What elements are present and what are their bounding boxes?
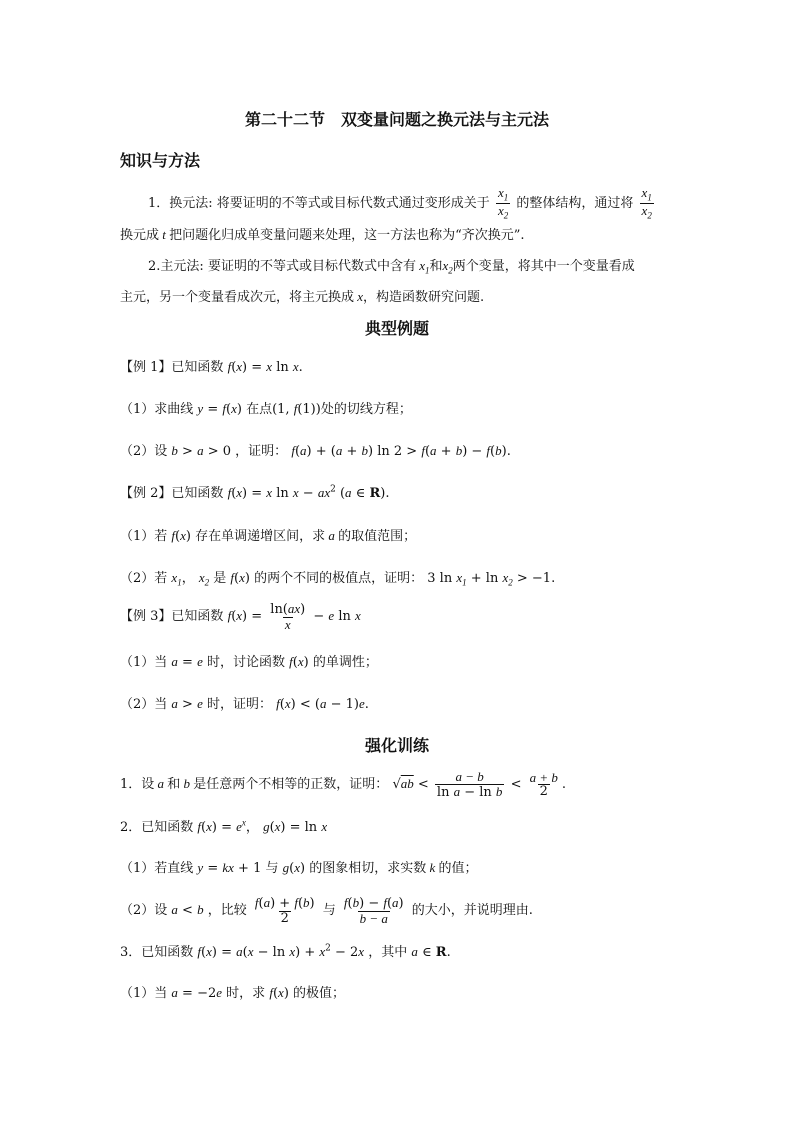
- practice3-b: ，其中: [368, 945, 408, 960]
- method2-and: 和: [429, 259, 443, 274]
- example3-q1-a: （1）当: [120, 655, 168, 670]
- math-a: a: [325, 528, 339, 543]
- math-a-gt-e: a: [171, 696, 178, 711]
- example3-statement: 【例 3】已知函数 f(x) = $\frac{\ln(ax)}{x}$ − e ln x: [120, 601, 361, 632]
- practice2-q2: （2）设 a < b ，比较 $\frac{f(a) + f(b)}{2}$ 与 $\frac{f(b) - f(a)}{b - a}$ 的大小，并说明理由.: [120, 895, 533, 926]
- method1-text-c: 换元成: [120, 228, 160, 243]
- section-heading-examples: 典型例题: [364, 319, 429, 338]
- example3-q2-a: （2）当: [120, 697, 168, 712]
- fraction-x1-over-x2: $\frac{x_1}{x_2}$: [641, 185, 652, 221]
- example3-q2: （2）当 a > e 时，证明： f(x) < (a − 1)e.: [120, 696, 369, 712]
- example1-q1-c: 处的切线方程；: [320, 402, 412, 417]
- fraction-ln-ax-over-x: $\frac{\ln(ax)}{x}$: [270, 601, 306, 632]
- math-fx: f: [171, 528, 176, 543]
- practice1-a: 1．设: [120, 777, 155, 793]
- method2-text-c: 主元，另一个变量看成次元，将主元换成: [120, 290, 355, 305]
- example1-q2-c: .: [506, 444, 511, 459]
- math-point: (1,: [272, 402, 294, 417]
- method2-lead: 2.主元法:: [148, 259, 204, 274]
- math-inequality: f: [276, 696, 280, 711]
- math-x1: $x_1$: [415, 258, 430, 276]
- math-x: x: [354, 289, 364, 304]
- math-line: y: [197, 860, 204, 875]
- method1-line2: [120, 224, 680, 243]
- practice2-q2-c: 与: [322, 903, 336, 919]
- example1-q1-b: 在点: [246, 402, 273, 417]
- math-curve: y: [197, 401, 204, 416]
- example1-q2-a: （2）设: [120, 444, 168, 459]
- practice2-q2-d: 的大小，并说明理由.: [411, 903, 533, 919]
- math-x2: $x_2$: [442, 258, 453, 276]
- example2-q2-a: （2）若: [120, 571, 168, 586]
- method2-text-d: ，构造函数研究问题.: [363, 290, 485, 305]
- method2-line2: [120, 286, 680, 305]
- section-heading-practice: 强化训练: [364, 736, 429, 755]
- practice1: 1．设 a 和 b 是任意两个不相等的正数，证明： √ab < $\frac{a - b}{\text{ln a − ln b}}$ < $\frac{a + b}{2}$ .: [120, 769, 567, 800]
- example1-intro: 已知函数: [171, 360, 224, 375]
- practice1-b: 和: [167, 777, 181, 793]
- fraction-arith-mean: $\frac{a + b}{2}$: [529, 769, 558, 800]
- practice3-q1-a: （1）当: [120, 986, 168, 1001]
- example3-q1-b: 时，讨论函数: [207, 655, 286, 670]
- example1-q1: （1）求曲线 y = f(x) 在点(1, f(1))处的切线方程；: [120, 401, 412, 417]
- math-ex2-function: f: [227, 485, 232, 500]
- fraction-avg-f: $\frac{f(a) + f(b)}{2}$: [254, 895, 315, 926]
- example2-q2-c: 的两个不同的极值点，证明：: [254, 571, 424, 586]
- math-ex1-function: f: [227, 359, 232, 374]
- practice2-q1: （1）若直线 y = kx + 1 与 g(x) 的图象相切，求实数 k 的值；: [120, 860, 478, 876]
- method2-line1: [120, 255, 708, 276]
- method2-text-b: 两个变量，将其中一个变量看成: [452, 259, 635, 274]
- practice2-q2-a: （2）设: [120, 903, 168, 919]
- math-condition: b: [171, 443, 178, 458]
- practice2-q1-d: 的值；: [438, 861, 478, 876]
- practice1-d: .: [561, 777, 567, 793]
- example1-statement: 【例 1】已知函数 f(x) = x ln x.: [120, 359, 303, 375]
- math-a-eq-neg2e: a: [171, 985, 178, 1000]
- example1-tag: 【例 1】: [120, 360, 172, 375]
- practice2-q1-c: 的图象相切，求实数: [309, 861, 427, 876]
- practice3-q1-c: 的极值；: [293, 986, 346, 1001]
- example2-q1-a: （1）若: [120, 529, 168, 544]
- example2-q2-b: 是: [213, 571, 227, 586]
- example3-tag: 【例 3】: [120, 609, 172, 625]
- practice2-a: 2．已知函数: [120, 820, 194, 835]
- example1-q2-b: ，证明：: [235, 444, 288, 459]
- example1-q1-a: （1）求曲线: [120, 402, 194, 417]
- method1-line1: [120, 186, 708, 221]
- page-title: 第二十二节 双变量问题之换元法与主元法: [244, 110, 549, 129]
- practice3-q1-b: 时，求: [226, 986, 266, 1001]
- method1-lead: 1．换元法:: [148, 196, 213, 212]
- math-t: t: [159, 227, 170, 242]
- practice2-q2-b: ，比较: [207, 903, 247, 919]
- method1-text-b: 的整体结构，通过将: [516, 196, 634, 212]
- math-extrema-points: $x_1$: [171, 570, 182, 588]
- practice2-statement: 2．已知函数 $f(x) = e^x$， g(x) = ln x: [120, 817, 328, 835]
- method1-text-a: 将要证明的不等式或目标代数式通过变形成关于: [216, 196, 490, 212]
- example3-q2-b: 时，证明：: [207, 697, 273, 712]
- practice3-c: .: [446, 945, 451, 960]
- practice2-q1-a: （1）若直线: [120, 861, 194, 876]
- example3-intro: 已知函数: [171, 609, 224, 625]
- example3-q1-c: 的单调性；: [312, 655, 378, 670]
- example2-intro: 已知函数: [171, 486, 224, 501]
- math-a-eq-e: a: [171, 654, 178, 669]
- example3-q2-c: .: [364, 697, 369, 712]
- method1-text-d: 把问题化归成单变量问题来处理，这一方法也称为“齐次换元”.: [169, 228, 525, 243]
- example2-statement: 【例 2】已知函数 f(x) = x $\ln x - ax^2$ (a ∈ R).: [120, 484, 390, 501]
- method2-text-a: 要证明的不等式或目标代数式中含有: [207, 259, 416, 274]
- section-heading-knowledge: 知识与方法: [120, 151, 201, 170]
- example2-q1-b: 存在单调递增区间，求: [195, 529, 326, 544]
- example2-q1-c: 的取值范围；: [338, 529, 417, 544]
- fraction-x1-over-x2: $\frac{x_1}{x_2}$: [497, 185, 509, 221]
- math-inequality: f: [291, 443, 295, 458]
- example1-q2: （2）设 b > a > 0 ，证明： f(a) + (a + b) ln 2 > f(a + b) − f(b).: [120, 443, 511, 459]
- math-p2-functions: f: [197, 819, 202, 834]
- example2-q2-d: .: [551, 571, 556, 586]
- practice1-c: 是任意两个不相等的正数，证明：: [193, 777, 389, 793]
- example2-q1: （1）若 f(x) 存在单调递增区间，求 a 的取值范围；: [120, 528, 417, 544]
- math-inequality: 3 ln: [427, 571, 457, 586]
- fraction-log-mean: $\frac{a - b}{\text{ln a − ln b}}$: [436, 769, 503, 800]
- math-ex3-function: f: [227, 608, 232, 624]
- practice3-q1: （1）当 a = −2e 时，求 f(x) 的极值；: [120, 985, 346, 1001]
- practice3-statement: 3．已知函数 $f(x) = a(x - \ln x) + x^2 - 2x$ ，其中 a ∈ R.: [120, 943, 451, 960]
- math-sqrt-ab: √ab: [392, 776, 414, 793]
- math-p3-function: f: [197, 944, 202, 959]
- fraction-slope-f: $\frac{f(b) - f(a)}{b - a}$: [343, 895, 404, 926]
- practice2-q1-b: 与: [265, 861, 279, 876]
- example3-q1: （1）当 a = e 时，讨论函数 f(x) 的单调性；: [120, 654, 378, 670]
- math-a-lt-b: a: [171, 902, 178, 918]
- example2-q2: （2）若 $x_1$， $x_2$ 是 f(x) 的两个不同的极值点，证明： 3 $\ln x_1 + \ln x_2 > -1$.: [120, 570, 556, 588]
- example2-tag: 【例 2】: [120, 486, 172, 501]
- practice3-a: 3．已知函数: [120, 945, 194, 960]
